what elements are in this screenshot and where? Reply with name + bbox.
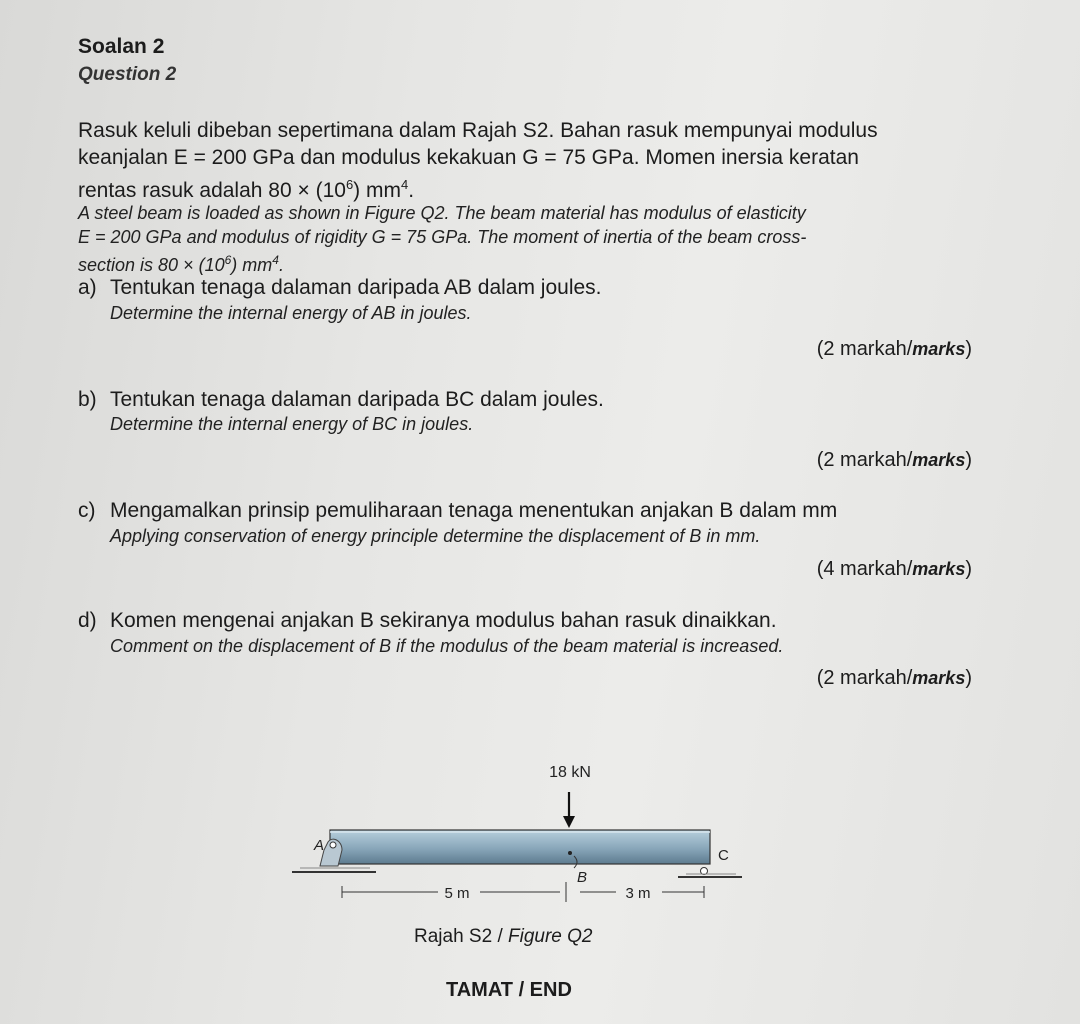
intro-ms-line-3-b: ) mm xyxy=(353,179,401,202)
question-a-text-en: Determine the internal energy of AB in joules. xyxy=(110,303,472,323)
question-b-label: b) xyxy=(78,388,97,411)
intro-en-line-3-a: section is 80 × (10 xyxy=(78,255,225,275)
end-label: TAMAT / END xyxy=(446,979,572,1001)
caption-en: Figure Q2 xyxy=(508,926,593,947)
intro-ms-line-3 xyxy=(78,172,414,204)
load-arrow-icon xyxy=(563,792,575,828)
question-a-label: a) xyxy=(78,276,97,299)
intro-ms-line-3-c: . xyxy=(408,179,415,202)
marks-ms: (2 markah/ xyxy=(816,338,913,360)
marks-en: marks xyxy=(912,450,966,470)
point-a-label: A xyxy=(314,837,325,854)
caption-ms: Rajah S2 / xyxy=(414,926,508,947)
load-label: 18 kN xyxy=(549,764,591,781)
dim-bc-label: 3 m xyxy=(625,885,651,902)
question-d-text-en: Comment on the displacement of B if the modulus of the beam material is increased. xyxy=(110,636,784,656)
question-b-text-en: Determine the internal energy of BC in joules. xyxy=(110,414,474,434)
intro-en-line-2: E = 200 GPa and modulus of rigidity G = 75 GPa. The moment of inertia of the beam cross- xyxy=(78,227,807,247)
marks-close: ) xyxy=(965,667,972,689)
intro-ms-line-3-a: rentas rasuk adalah 80 × (10 xyxy=(78,179,346,202)
question-a-text-ms: Tentukan tenaga dalaman daripada AB dalam joules. xyxy=(110,276,602,299)
marks-ms: (2 markah/ xyxy=(816,449,913,471)
question-d-label: d) xyxy=(78,609,97,632)
point-c-label: C xyxy=(718,847,729,864)
beam-figure xyxy=(280,750,760,915)
question-title-ms: Soalan 2 xyxy=(78,35,165,58)
marks-en: marks xyxy=(912,668,966,688)
marks-ms: (4 markah/ xyxy=(816,558,913,580)
intro-ms-line-2: keanjalan E = 200 GPa dan modulus kekakuan G = 75 GPa. Momen inersia keratan xyxy=(78,146,859,169)
intro-en-exp-1: 6 xyxy=(224,253,232,267)
intro-en-line-3 xyxy=(78,249,284,276)
marks-close: ) xyxy=(965,338,972,360)
question-c-marks xyxy=(817,558,972,581)
beam xyxy=(330,830,710,864)
point-b-marker xyxy=(568,851,572,855)
dim-ab-label: 5 m xyxy=(444,885,470,902)
question-d-text-ms: Komen mengenai anjakan B sekiranya modulus bahan rasuk dinaikkan. xyxy=(110,609,777,632)
intro-ms-exp-1: 6 xyxy=(345,177,354,192)
intro-ms-exp-2: 4 xyxy=(401,177,409,192)
marks-en: marks xyxy=(912,559,966,579)
marks-ms: (2 markah/ xyxy=(816,667,913,689)
question-c-label: c) xyxy=(78,499,96,522)
marks-close: ) xyxy=(965,449,972,471)
point-b-label: B xyxy=(577,869,588,886)
question-b-text-ms: Tentukan tenaga dalaman daripada BC dalam joules. xyxy=(110,388,604,411)
question-title-en: Question 2 xyxy=(78,64,177,85)
intro-ms-line-1: Rasuk keluli dibeban sepertimana dalam Rajah S2. Bahan rasuk mempunyai modulus xyxy=(78,119,878,142)
marks-close: ) xyxy=(965,558,972,580)
question-a-marks xyxy=(817,338,972,361)
intro-en-exp-2: 4 xyxy=(272,253,279,267)
question-c-text-ms: Mengamalkan prinsip pemuliharaan tenaga menentukan anjakan B dalam mm xyxy=(110,499,838,522)
question-b-marks xyxy=(817,449,972,472)
intro-en-line-1: A steel beam is loaded as shown in Figure Q2. The beam material has modulus of elasticity xyxy=(78,203,806,223)
intro-en-line-3-c: . xyxy=(278,255,284,275)
roller-support-c-icon xyxy=(678,868,742,878)
question-d-marks xyxy=(817,667,972,690)
question-c-text-en: Applying conservation of energy principle determine the displacement of B in mm. xyxy=(110,526,761,546)
marks-en: marks xyxy=(912,339,966,359)
intro-en-line-3-b: ) mm xyxy=(231,255,273,275)
figure-caption xyxy=(414,926,592,948)
